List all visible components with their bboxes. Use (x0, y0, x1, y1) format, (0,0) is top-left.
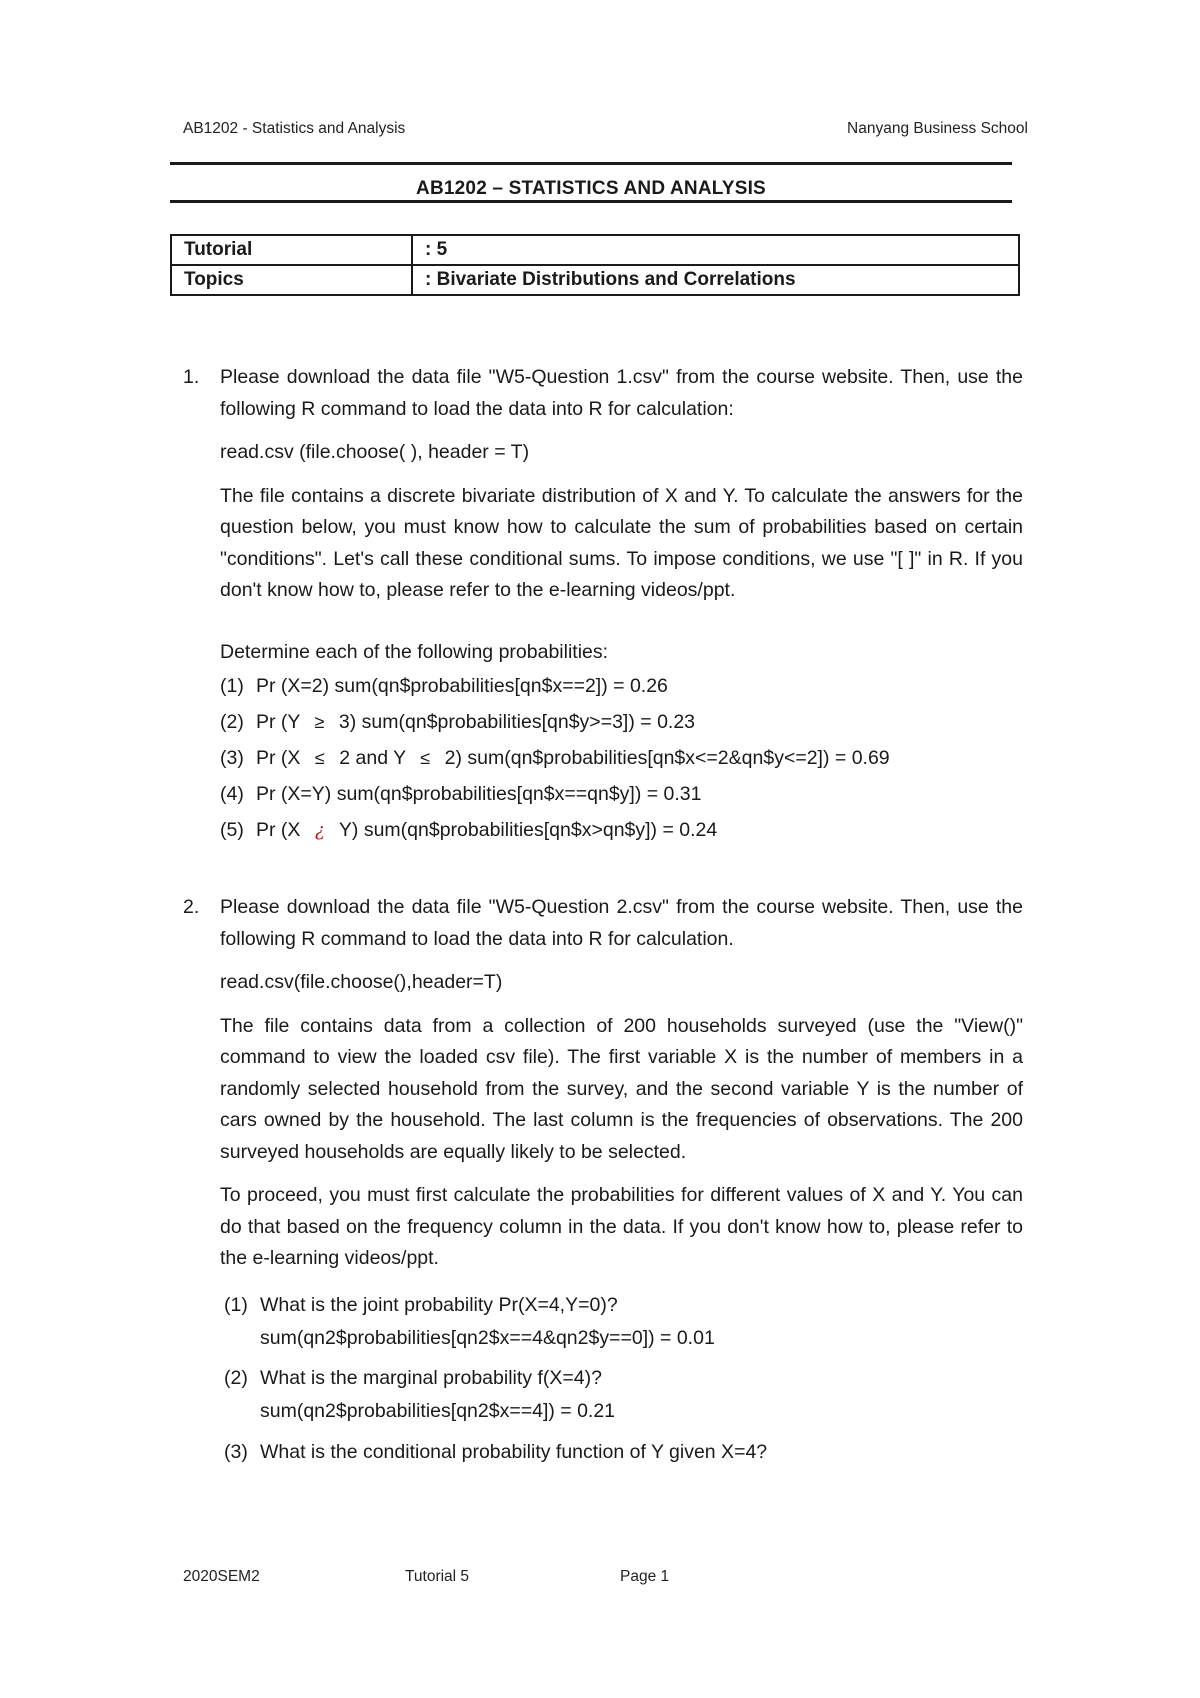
list-item (220, 704, 1023, 740)
question-paragraph: The file contains a discrete bivariate distribution of X and Y. To calculate the answers for the question below, you must know how to calculate the sum of probabilities based on certain "conditions". Let's call these conditional sums. To impose conditions, we use "[ ]" in R. If you don't know how to, please refer to the e-learning videos/ppt. (220, 484, 1023, 601)
list-item (224, 1434, 1023, 1470)
less-equal-symbol: ≤ (314, 748, 325, 768)
item-question: What is the conditional probability function of Y given X=4? (260, 1440, 768, 1463)
questions (183, 362, 1023, 1470)
question-1 (183, 362, 1023, 848)
question-2 (183, 892, 1023, 1470)
less-equal-symbol: ≤ (420, 748, 431, 768)
item-text-mid: 2 and Y (339, 747, 406, 769)
list-item (224, 1287, 1023, 1323)
item-label: (2) (224, 1367, 248, 1389)
item-question: What is the joint probability Pr(X=4,Y=0)? (260, 1293, 618, 1316)
item-text-pre: Pr (Y (256, 711, 301, 733)
greater-equal-symbol: ≥ (314, 712, 325, 732)
list-item (220, 812, 1023, 848)
item-label: (5) (220, 819, 244, 841)
item-label: (2) (220, 711, 244, 733)
garbled-symbol: ¿ (315, 820, 325, 841)
list-item (224, 1360, 1023, 1396)
document-title: AB1202 – STATISTICS AND ANALYSIS (416, 178, 766, 199)
item-label: (3) (220, 747, 244, 769)
item-label: (3) (224, 1440, 248, 1463)
footer-tutorial: Tutorial 5 (405, 1568, 470, 1585)
question-paragraph: The file contains data from a collection of 200 households surveyed (use the "View()" command to view the loaded csv file). The first variable X is the number of members in a randomly selected household from the survey, and the second variable Y is the number of cars owned by the household. The last column is the frequencies of observations. The 200 surveyed households are equally likely to be selected. (220, 1014, 1023, 1163)
question-intro: Please download the data file "W5-Question 1.csv" from the course website. Then, use the following R command to load the data into R for calculation: (220, 366, 1023, 420)
item-question: What is the marginal probability f(X=4)? (260, 1367, 602, 1389)
determine-heading: Determine each of the following probabilities: (220, 640, 609, 663)
item-label: (1) (224, 1293, 248, 1316)
list-item (220, 776, 1023, 812)
header-course: AB1202 - Statistics and Analysis (183, 120, 406, 137)
tutorial-row (171, 235, 1019, 265)
footer-page: Page 1 (620, 1568, 670, 1585)
tutorial-info-table (170, 234, 1020, 296)
question-number: 2. (183, 896, 200, 918)
list-item (220, 740, 1023, 776)
list-item (220, 668, 1023, 704)
item-answer: sum(qn2$probabilities[qn2$x==4]) = 0.21 (260, 1400, 616, 1422)
item-text: Pr (X=2) sum(qn$probabilities[qn$x==2]) = 0.26 (256, 675, 668, 697)
item-text-post: Y) sum(qn$probabilities[qn$x>qn$y]) = 0.24 (338, 819, 718, 841)
topics-row (171, 265, 1019, 295)
item-text-post: 2) sum(qn$probabilities[qn$x<=2&qn$y<=2]) = 0.69 (444, 747, 890, 769)
question-intro: Please download the data file "W5-Question 2.csv" from the course website. Then, use the following R command to load the data into R for calculation. (220, 896, 1023, 950)
tutorial-value: : 5 (412, 235, 1019, 265)
r-command: read.csv (file.choose( ), header = T) (220, 441, 530, 463)
item-answer: sum(qn2$probabilities[qn2$x==4&qn2$y==0]) = 0.01 (260, 1326, 715, 1349)
topics-value: : Bivariate Distributions and Correlations (412, 265, 1019, 295)
title-rule-bottom (170, 200, 1012, 203)
item-text-pre: Pr (X (256, 747, 301, 769)
item-text-pre: Pr (X (256, 819, 301, 841)
footer-semester: 2020SEM2 (183, 1568, 260, 1585)
r-command: read.csv(file.choose(),header=T) (220, 971, 503, 993)
header-school: Nanyang Business School (847, 120, 1028, 137)
question-paragraph: To proceed, you must first calculate the probabilities for different values of X and Y. You can do that based on the frequency column in the data. If you don't know how to, please refer to the e-learning videos/ppt. (220, 1184, 1023, 1269)
item-text: Pr (X=Y) sum(qn$probabilities[qn$x==qn$y]) = 0.31 (256, 783, 702, 805)
tutorial-label: Tutorial (171, 235, 412, 265)
probability-list (220, 668, 1023, 848)
topics-label: Topics (171, 265, 412, 295)
subquestion-list (220, 1287, 1023, 1470)
item-label: (1) (220, 675, 244, 697)
question-number: 1. (183, 366, 200, 388)
title-rule-top (170, 162, 1012, 165)
item-label: (4) (220, 783, 244, 805)
item-text-post: 3) sum(qn$probabilities[qn$y>=3]) = 0.23 (338, 711, 696, 733)
